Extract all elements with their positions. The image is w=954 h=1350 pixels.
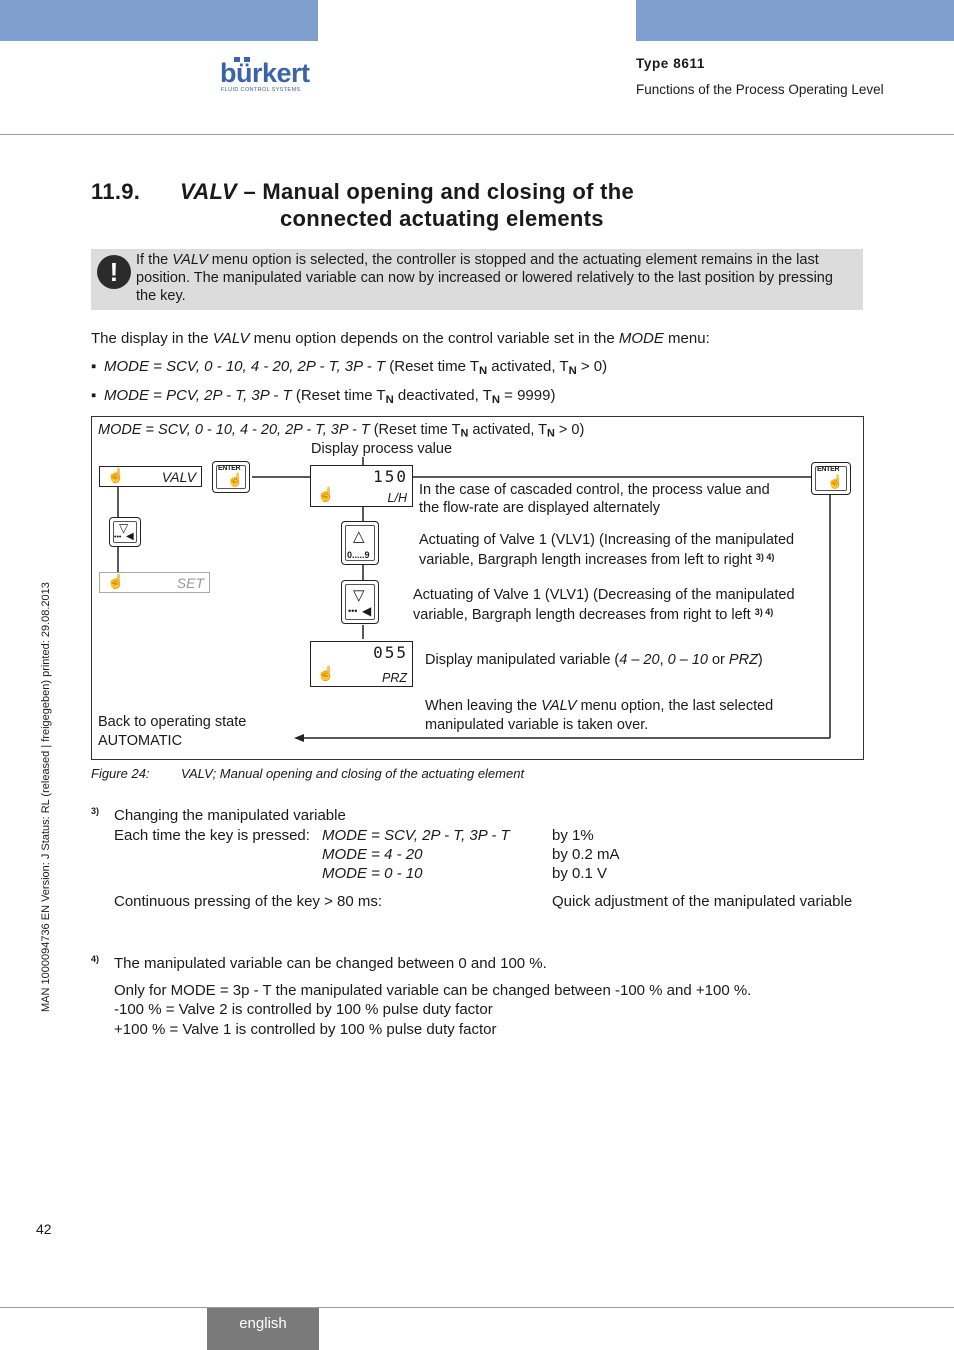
key-range-label: 0.....9	[347, 550, 370, 560]
hand-icon: ☝	[827, 474, 844, 489]
footnote-4-line: +100 % = Valve 1 is controlled by 100 % pulse duty factor	[114, 1021, 497, 1038]
text-leaving: When leaving the VALV menu option, the last selected manipulated variable is taken over.	[425, 698, 774, 733]
footnote-4-line: Only for MODE = 3p - T the manipulated variable can be changed between -100 % and +100 %.	[114, 982, 752, 999]
bullet-item: ▪ MODE = PCV, 2P - T, 3P - T (Reset time $T_N$ deactivated, $T_N = 9999$)	[91, 387, 556, 406]
intro-text: The display in the VALV menu option depends on the control variable set in the MODE menu:	[91, 330, 710, 347]
footnote-3-each: Each time the key is pressed:	[114, 827, 310, 844]
hand-icon: ☝	[107, 573, 125, 589]
text-increase: Actuating of Valve 1 (VLV1) (Increasing of the manipulated variable, Bargraph length increases from left to right $^{3) 4)}$	[419, 532, 795, 569]
enter-key[interactable]: ENTER ☝	[811, 462, 851, 495]
text-back-to-automatic: Back to operating state AUTOMATIC	[98, 714, 247, 749]
footnote-3-continuous-result: Quick adjustment of the manipulated variable	[552, 893, 853, 910]
section-title-line2: connected actuating elements	[280, 206, 604, 231]
hand-icon: ☝	[227, 472, 244, 487]
footnote-4-line: The manipulated variable can be changed between 0 and 100 %.	[114, 955, 547, 972]
arrow-left-icon: ◀	[126, 531, 134, 542]
display-process-value: 150 ☝ L/H	[310, 465, 413, 507]
text-decrease: Actuating of Valve 1 (VLV1) (Decreasing of the manipulated variable, Bargraph length decreases from right to left $^{3) 4)}$	[413, 587, 795, 624]
bullet-item: ▪ MODE = SCV, 0 - 10, 4 - 20, 2P - T, 3P - T (Reset time $T_N$ activated, $T_N > 0$)	[91, 358, 608, 377]
footnote-3-mode: MODE = 0 - 10	[322, 865, 423, 882]
footer-language-tab: english	[207, 1308, 319, 1350]
arrow-left-icon: ◀	[362, 604, 372, 618]
footnote-3-step: by 0.1 V	[552, 865, 608, 882]
key-dots: •••	[114, 534, 122, 541]
display-manipulated-variable: 055 ☝ PRZ	[310, 641, 413, 687]
hand-icon: ☝	[317, 665, 335, 681]
footer-divider	[0, 1307, 954, 1308]
section-title: VALV – Manual opening and closing of the	[180, 179, 635, 204]
note-text: If the VALV menu option is selected, the controller is stopped and the actuating element remains in the last position. The manipulated variable can now by increased or lowered relatively to the last position by pressing the key.	[136, 252, 833, 304]
text-manipulated: Display manipulated variable (4 – 20, 0 – 10 or PRZ)	[425, 652, 763, 668]
header-bar-left	[0, 0, 318, 41]
footnote-4-line: -100 % = Valve 2 is controlled by 100 % pulse duty factor	[114, 1001, 493, 1018]
figure-valv-diagram	[91, 416, 864, 760]
triangle-down-icon: ▽	[353, 587, 365, 604]
display-set: ☝ SET	[99, 572, 210, 593]
footnote-3-title: Changing the manipulated variable	[114, 807, 346, 824]
page-number: 42	[36, 1221, 52, 1237]
up-key[interactable]	[341, 521, 379, 565]
down-key[interactable]	[109, 517, 141, 547]
text-cascaded: In the case of cascaded control, the process value and the flow-rate are displayed alternately	[419, 482, 770, 516]
logo-tagline: FLUID CONTROL SYSTEMS	[221, 87, 301, 93]
display-valv: ☝ VALV	[99, 466, 202, 487]
chapter-subtitle: Functions of the Process Operating Level	[636, 82, 884, 97]
footnote-3-step: by 0.2 mA	[552, 846, 620, 863]
key-dots: •••	[348, 606, 358, 616]
footnote-3-mode: MODE = 4 - 20	[322, 846, 423, 863]
label-display-process: Display process value	[311, 441, 453, 457]
exclamation-icon: !	[97, 255, 131, 289]
hand-icon: ☝	[317, 486, 335, 502]
footnote-4-mark: 4)	[91, 954, 100, 964]
header-divider	[0, 134, 954, 135]
figure-heading: MODE = SCV, 0 - 10, 4 - 20, 2P - T, 3P - T (Reset time $T_N$ activated, $T_N > 0$)	[98, 422, 585, 440]
header-bar-right	[636, 0, 954, 41]
note-box	[91, 249, 863, 310]
down-key[interactable]	[341, 580, 379, 624]
footnote-3-continuous: Continuous pressing of the key > 80 ms:	[114, 893, 383, 910]
burkert-logo	[220, 58, 320, 98]
footnote-3-mode: MODE = SCV, 2P - T, 3P - T	[322, 827, 510, 844]
footnote-3-step: by 1%	[552, 827, 594, 844]
enter-key[interactable]: ENTER ☝	[212, 461, 250, 493]
figure-caption: Figure 24: VALV; Manual opening and closing of the actuating element	[91, 766, 525, 781]
footnote-3-mark: 3)	[91, 806, 100, 816]
document-status-sidebar: MAN 1000094736 EN Version: J Status: RL (released | freigegeben) printed: 29.08.2013	[40, 582, 52, 1012]
section-number: 11.9.	[91, 179, 141, 204]
document-type: Type 8611	[636, 56, 705, 71]
triangle-up-icon: △	[353, 528, 365, 545]
triangle-down-icon: ▽	[119, 521, 129, 535]
hand-icon: ☝	[107, 467, 125, 483]
logo-wordmark: bürkert	[220, 58, 310, 88]
